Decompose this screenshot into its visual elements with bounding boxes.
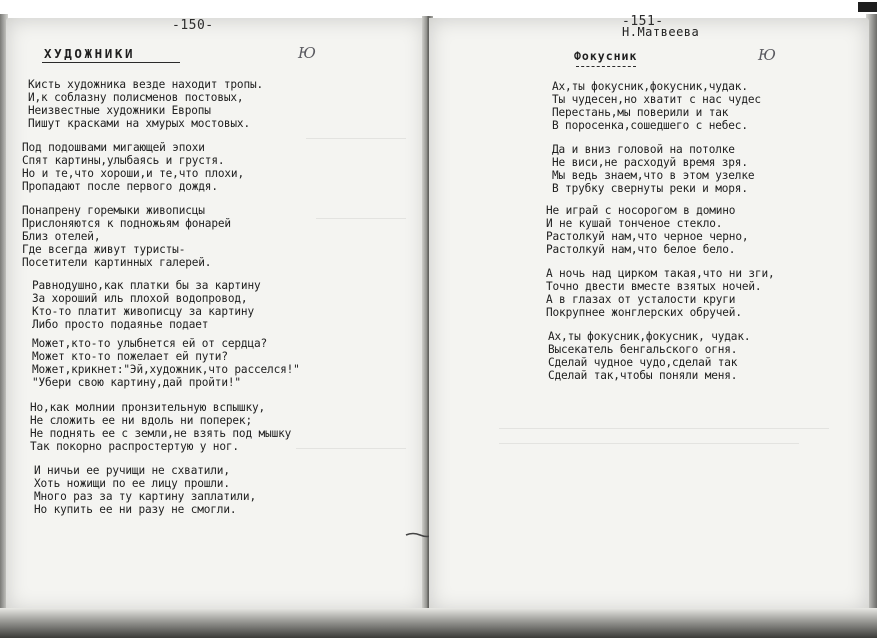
poem-line: Так покорно распростертую у ног. (30, 439, 239, 453)
poem-line: Перестань,мы поверили и так (552, 105, 729, 119)
poem-line: "Убери свою картину,дай пройти!" (32, 375, 241, 389)
poem-line: Ах,ты фокусник,фокусник, чудак. (548, 330, 751, 343)
poem-author: Н.Матвеева (622, 25, 700, 39)
poem-line: И ничьи ее ручищи не схватили, (34, 464, 230, 477)
poem-line: Но купить ее ни разу не смогли. (34, 502, 237, 516)
right-stanza-3 (546, 205, 748, 257)
left-title-underline (42, 62, 180, 63)
poem-line: Сделай чудное чудо,сделай так (548, 355, 738, 369)
scan-corner-artifact (858, 2, 877, 12)
poem-line: Точно двести вместе взятых ночей. (546, 279, 762, 293)
poem-line: Неизвестные художники Европы (28, 103, 211, 117)
poem-line: Растолкуй нам,что белое бело. (546, 242, 736, 256)
poem-line: Не поднять ее с земли,не взять под мышку (30, 426, 292, 440)
poem-line: Может,крикнет:"Эй,художник,что расселся!" (32, 362, 300, 376)
poem-line: Хоть ножищи по ее лицу прошли. (34, 476, 230, 490)
poem-line: Близ отелей, (22, 229, 101, 243)
poem-line: Ах,ты фокусник,фокусник,чудак. (552, 80, 748, 93)
right-title-underline (576, 66, 636, 67)
poem-line: Мы ведь знаем,что в этом узелке (552, 168, 755, 182)
right-poem-title: Фокусник (574, 49, 638, 63)
left-margin-mark: Ю (298, 44, 316, 62)
poem-line: И не кушай тонченое стекло. (546, 216, 723, 230)
poem-line: Пропадают после первого дождя. (22, 179, 218, 193)
left-stanza-7 (34, 465, 256, 517)
left-stanza-5 (32, 338, 300, 390)
right-stanza-5 (548, 331, 750, 383)
right-stanza-1 (552, 81, 761, 133)
left-page-number: -150- (172, 18, 214, 33)
book-edge-bottom (0, 608, 877, 638)
poem-line: В поросенка,сошедшего с небес. (552, 118, 748, 132)
poem-line: И,к соблазну полисменов постовых, (28, 90, 244, 104)
left-stanza-3 (22, 205, 231, 270)
poem-line: Кисть художника везде находит тропы. (28, 78, 264, 91)
right-stanza-2 (552, 144, 754, 196)
poem-line: Растолкуй нам,что черное черно, (546, 229, 749, 243)
poem-line: Равнодушно,как платки бы за картину (32, 279, 261, 292)
poem-line: Где всегда живут туристы- (22, 242, 186, 256)
poem-line: Прислоняются к подножьям фонарей (22, 216, 231, 230)
poem-line: Понапрену горемыки живописцы (22, 204, 205, 217)
poem-line: Не играй с носорогом в домино (546, 204, 736, 217)
poem-line: В трубку свернуты реки и моря. (552, 181, 748, 195)
poem-line: Кто-то платит живописцу за картину (32, 304, 254, 318)
right-margin-mark: Ю (758, 46, 776, 64)
poem-line: Ты чудесен,но хватит с нас чудес (552, 92, 761, 106)
poem-line: Может,кто-то улыбнется ей от сердца? (32, 337, 268, 350)
poem-line: Посетители картинных галерей. (22, 255, 212, 269)
poem-line: За хороший иль плохой водопровод, (32, 291, 248, 305)
left-stanza-4 (32, 280, 261, 332)
poem-line: Не сложить ее ни вдоль ни поперек; (30, 413, 252, 427)
poem-line: А ночь над цирком такая,что ни зги, (546, 267, 775, 280)
poem-line: Под подошвами мигающей эпохи (22, 141, 205, 154)
poem-line: Пишут красками на хмурых мостовых. (28, 116, 250, 130)
left-stanza-2 (22, 142, 244, 194)
left-poem-title: ХУДОЖНИКИ (44, 46, 136, 61)
poem-line: Да и вниз головой на потолке (552, 143, 735, 156)
poem-line: Сделай так,чтобы поняли меня. (548, 368, 738, 382)
left-stanza-1 (28, 79, 263, 131)
right-page-number: -151- (622, 14, 664, 29)
poem-line: Не виси,не расходуй время зря. (552, 155, 748, 169)
poem-line: Много раз за ту картину заплатили, (34, 489, 256, 503)
poem-line: Спят картины,улыбаясь и грустя. (22, 153, 225, 167)
poem-line: Может кто-то пожелает ей пути? (32, 349, 228, 363)
left-stanza-6 (30, 402, 291, 454)
poem-line: Но,как молнии пронзительную вспышку, (30, 401, 266, 414)
poem-line: Высекатель бенгальского огня. (548, 342, 738, 356)
poem-line: Но и те,что хороши,и те,что плохи, (22, 166, 244, 180)
poem-line: Покрупнее жонглерских обручей. (546, 305, 742, 319)
right-stanza-4 (546, 268, 775, 320)
poem-line: А в глазах от усталости круги (546, 292, 736, 306)
poem-line: Либо просто подаянье подает (32, 317, 209, 331)
